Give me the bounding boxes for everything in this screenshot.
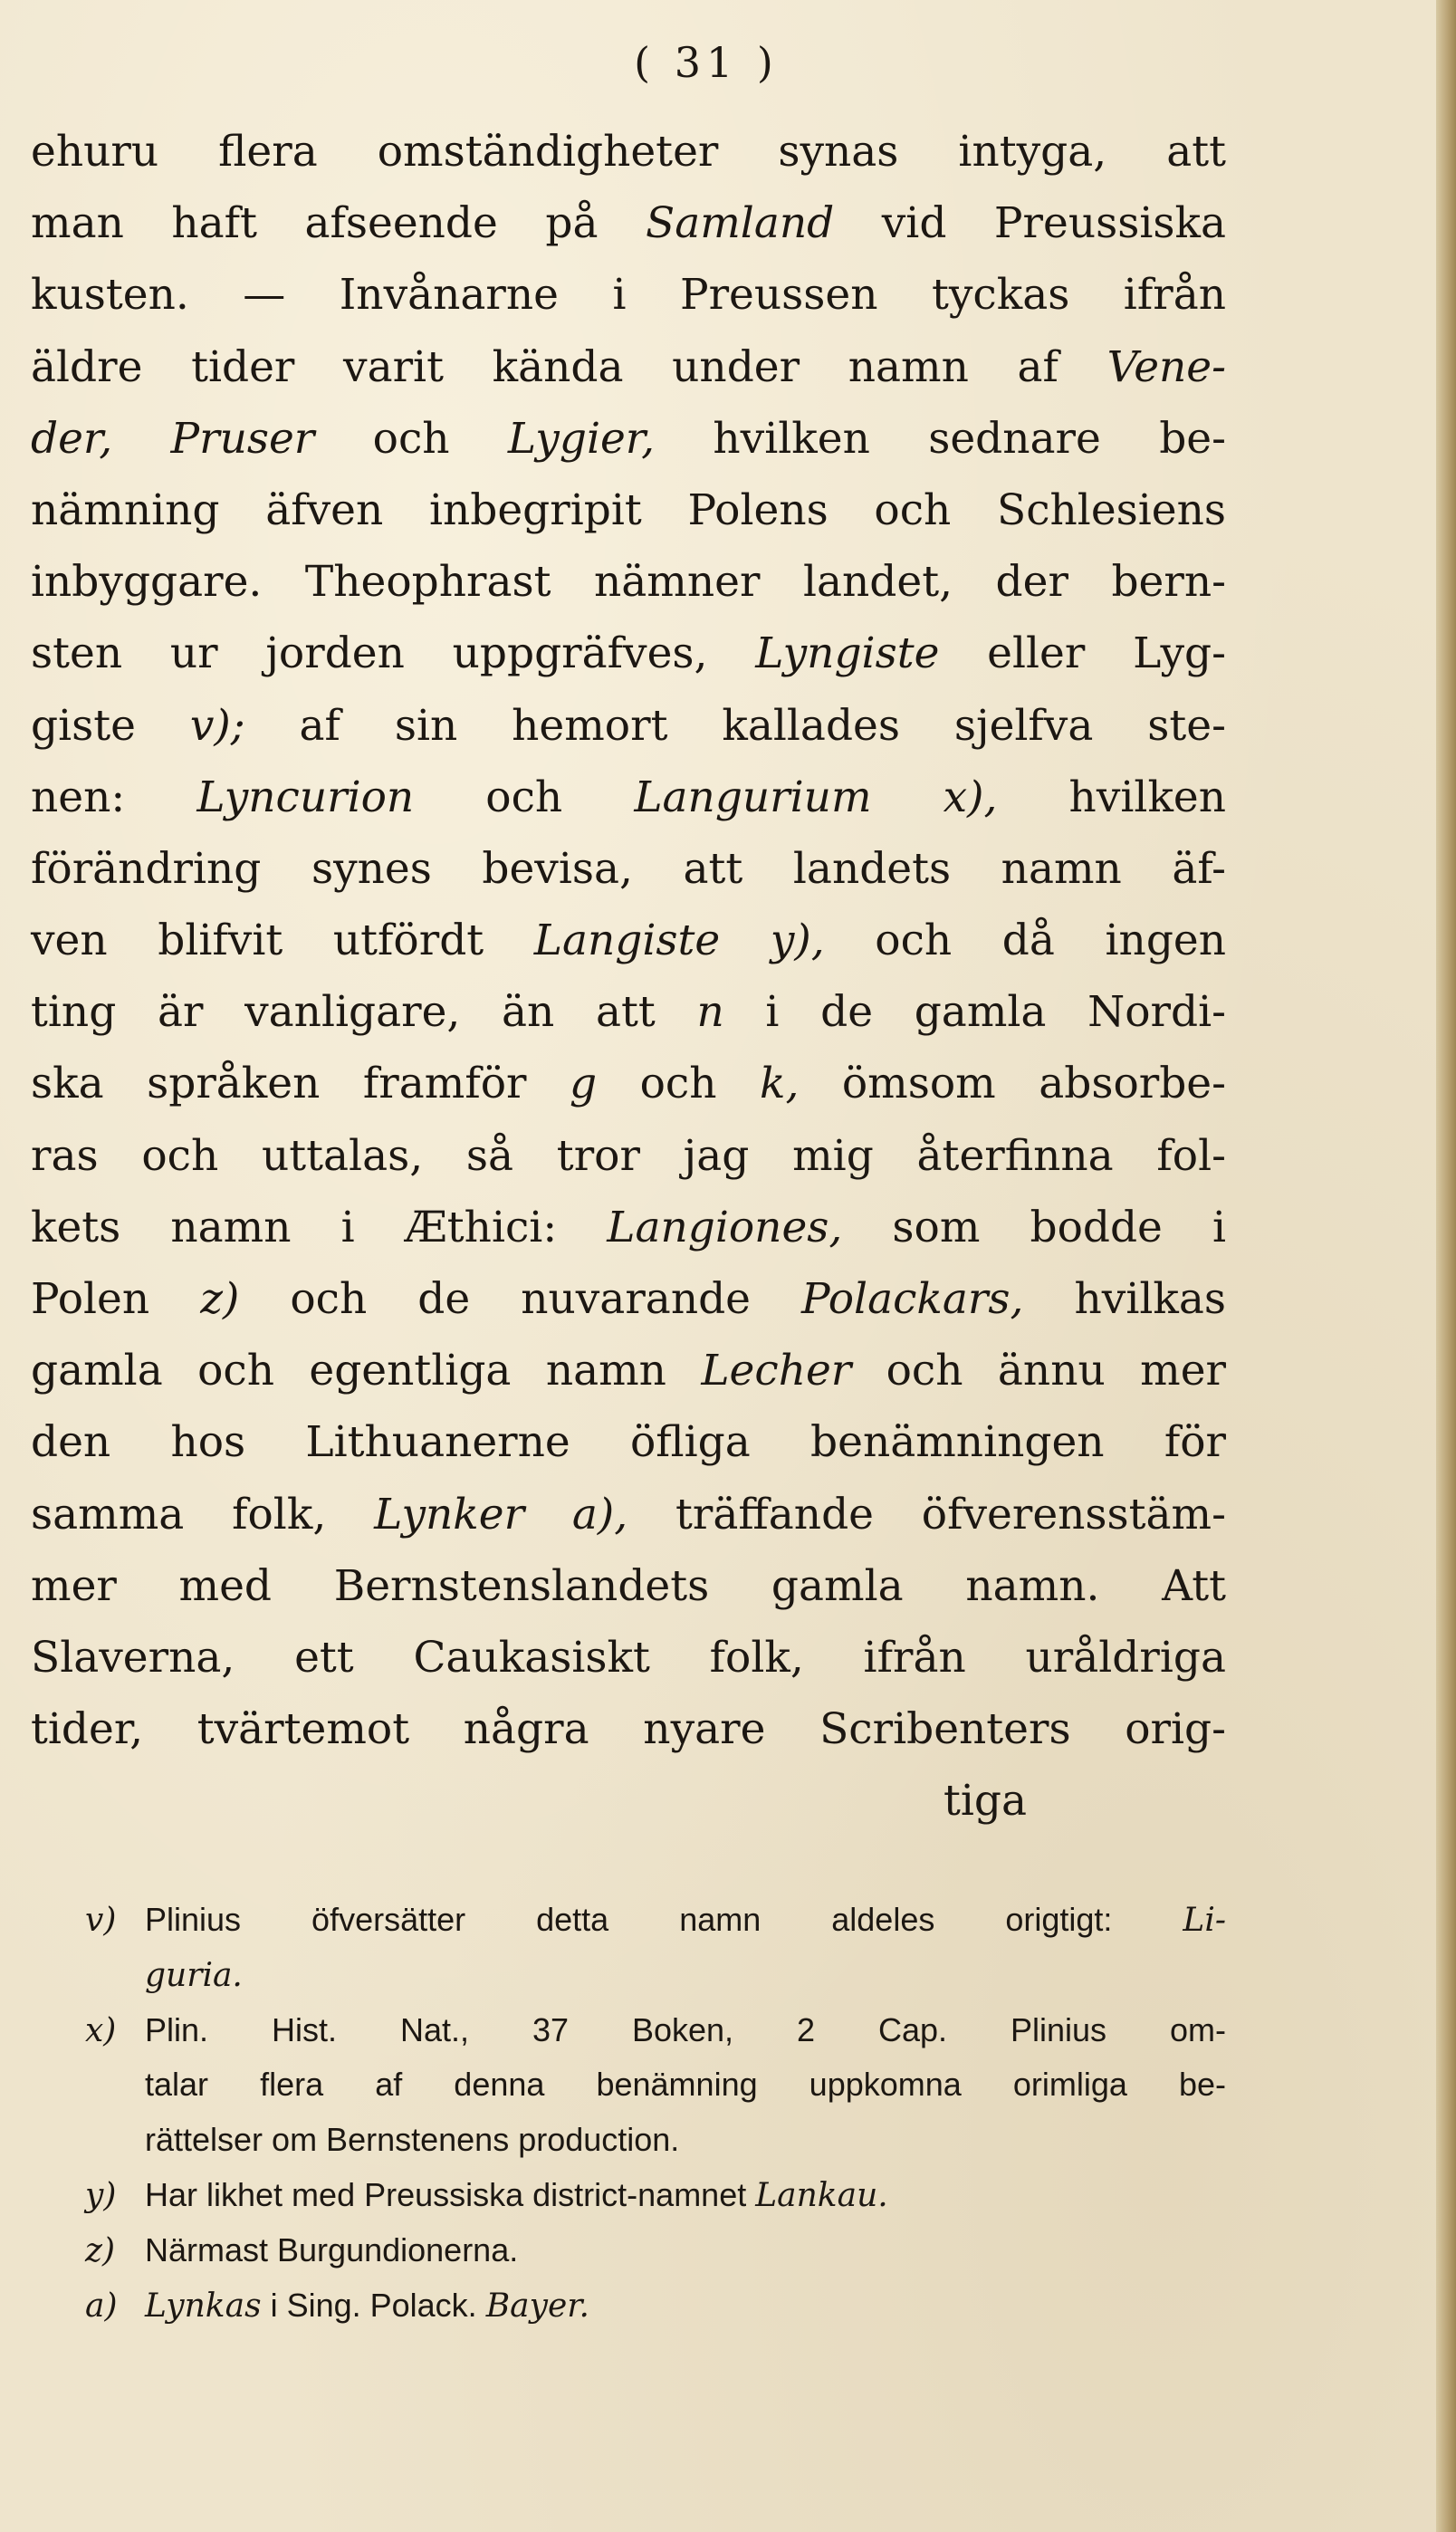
text-line: giste v); af sin hemort kallades sjelfva ste-: [31, 700, 1226, 751]
footnotes: [31, 1893, 1226, 2333]
footnote-mark: a): [85, 2287, 118, 2325]
footnote-line: y) Har likhet med Preussiska district-namnet Lankau.: [31, 2168, 1226, 2223]
footnote-mark: x): [85, 2011, 117, 2049]
text-line: förändring synes bevisa, att landets namn äf-: [31, 843, 1226, 894]
text-line: ska språken framför g och k, ömsom absorbe-: [31, 1059, 1227, 1109]
footnote-mark: v): [85, 1902, 117, 1939]
text-line: ven blifvit utfördt Langiste y), och då ingen: [31, 916, 1226, 966]
text-line: ting är vanligare, än att n i de gamla Nordi-: [31, 987, 1226, 1038]
text-line: sten ur jorden uppgräfves, Lyngiste eller Lyg-: [31, 628, 1227, 679]
text-line: tider, tvärtemot några nyare Scribenters orig-: [31, 1704, 1226, 1755]
footnote-line: guria.: [145, 1956, 243, 1994]
text-line: äldre tider varit kända under namn af Vene-: [31, 341, 1226, 392]
text-line: der, Pruser och Lygier, hvilken sednare be-: [31, 413, 1226, 464]
text-line: ehuru flera omständigheter synas intyga, att: [31, 127, 1226, 177]
text-line: mer med Bernstenslandets gamla namn. Att: [31, 1560, 1226, 1611]
text-line: Polen z) och de nuvarande Polackars, hvilkas: [31, 1274, 1227, 1324]
footnote-line: z) Närmast Burgundionerna.: [31, 2223, 1226, 2278]
footnote-mark: z): [85, 2231, 116, 2269]
footnote-mark: y): [85, 2176, 117, 2214]
text-line: nen: Lyncurion och Langurium x), hvilken: [31, 772, 1227, 822]
footnote-line: v) Plinius öfversätter detta namn aldeles origtigt: Li-: [31, 1893, 1226, 1948]
text-line: inbyggare. Theophrast nämner landet, der bern-: [31, 557, 1226, 608]
text-line: samma folk, Lynker a), träffande öfverensstäm-: [31, 1489, 1226, 1539]
text-line: man haft afseende på Samland vid Preussiska: [31, 198, 1226, 249]
text-line: nämning äfven inbegripit Polens och Schlesiens: [31, 484, 1226, 535]
text-line: Slaverna, ett Caukasiskt folk, ifrån uråldriga: [31, 1632, 1226, 1683]
body-text: [31, 116, 1226, 1837]
footnote-line: a) Lynkas i Sing. Polack. Bayer.: [31, 2278, 1226, 2334]
page-edge: [1436, 0, 1456, 2532]
text-line: gamla och egentliga namn Lecher och ännu mer: [31, 1346, 1226, 1396]
footnote-line: x) Plin. Hist. Nat., 37 Boken, 2 Cap. Plinius om-: [31, 2003, 1226, 2058]
text-line: kusten. — Invånarne i Preussen tyckas ifrån: [31, 270, 1226, 321]
page-number: ( 31 ): [634, 38, 779, 87]
text-line: kets namn i Æthici: Langiones, som bodde i: [31, 1202, 1226, 1252]
footnote-line: rättelser om Bernstenens production.: [145, 2121, 680, 2159]
footnote-line: talar flera af denna benämning uppkomna orimliga be-: [145, 2066, 1226, 2104]
text-line: den hos Lithuanerne öfliga benämningen för: [31, 1417, 1226, 1468]
text-line: ras och uttalas, så tror jag mig återfinna fol-: [31, 1130, 1226, 1181]
catchword: tiga: [943, 1776, 1027, 1827]
